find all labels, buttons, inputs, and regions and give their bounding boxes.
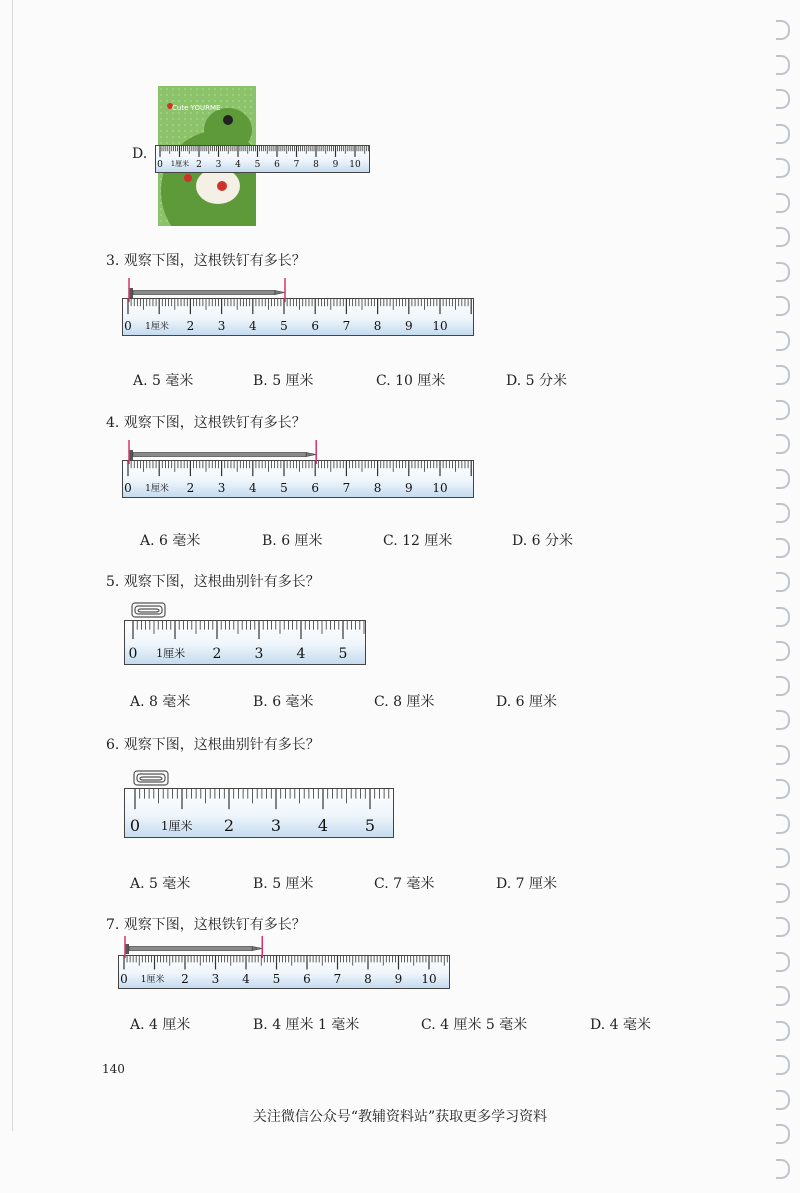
nail-part <box>252 947 262 951</box>
ruler-number: 10 <box>421 972 437 986</box>
paperclip-loop <box>134 771 168 785</box>
question-7-option-d[interactable]: D. 4 毫米 <box>590 1017 651 1033</box>
question-5-text: 5. 观察下图，这根曲别针有多长？ <box>106 574 320 590</box>
spiral-ring <box>776 607 790 627</box>
spiral-ring <box>776 193 790 213</box>
ruler-number: 2 <box>223 816 235 835</box>
ruler-number: 6 <box>303 972 311 986</box>
ruler-number: 7 <box>333 972 342 986</box>
question-3-option-b[interactable]: B. 5 厘米 <box>253 373 314 389</box>
spiral-ring <box>776 676 790 696</box>
ruler-number: 3 <box>211 972 220 986</box>
spiral-ring <box>776 779 790 799</box>
ruler-number: 8 <box>313 160 319 170</box>
ruler-number: 3 <box>254 646 264 662</box>
ruler-number: 0 <box>124 481 132 495</box>
spiral-ring <box>776 89 790 109</box>
ruler-number: 6 <box>274 160 280 170</box>
ruler-number: 3 <box>270 816 282 835</box>
ruler-number: 4 <box>248 319 257 333</box>
spiral-ring <box>776 400 790 420</box>
ruler-number: 3 <box>217 481 226 495</box>
spiral-ring <box>776 986 790 1006</box>
question-4-option-a[interactable]: A. 6 毫米 <box>140 533 201 549</box>
nail-part <box>133 453 306 457</box>
spiral-ring <box>776 538 790 558</box>
spiral-ring <box>776 848 790 868</box>
spiral-ring <box>776 503 790 523</box>
question-6-text: 6. 观察下图，这根曲别针有多长？ <box>106 737 320 753</box>
ruler-number: 9 <box>394 972 403 986</box>
ruler-number: 9 <box>332 160 339 170</box>
ruler-number: 9 <box>404 481 413 495</box>
question-4-option-c[interactable]: C. 12 厘米 <box>383 533 453 549</box>
page-left-edge <box>12 0 13 1131</box>
nail-part <box>306 453 316 457</box>
nail-part <box>133 291 275 295</box>
ruler-number: 8 <box>373 481 382 495</box>
ruler-unit-label: 1厘米 <box>145 322 169 332</box>
question-3-option-c[interactable]: C. 10 厘米 <box>376 373 446 389</box>
spiral-ring <box>776 572 790 592</box>
ruler-number: 6 <box>311 481 320 495</box>
spiral-ring <box>776 158 790 178</box>
spiral-ring <box>776 124 790 144</box>
ruler-number: 8 <box>373 319 382 333</box>
ruler-ticks <box>123 299 473 335</box>
ruler-number: 4 <box>296 646 306 662</box>
ruler-number: 2 <box>186 481 195 495</box>
spiral-ring <box>776 1124 790 1144</box>
notebook-logo: Cute YOURME <box>172 104 221 112</box>
spiral-ring <box>776 641 790 661</box>
question-7-option-c[interactable]: C. 4 厘米 5 毫米 <box>421 1017 528 1033</box>
paperclip-loop <box>138 609 159 612</box>
ruler-number: 3 <box>217 319 226 333</box>
ruler-number: 5 <box>338 646 348 662</box>
ruler-number: 4 <box>248 481 257 495</box>
spiral-ring <box>776 262 790 282</box>
spiral-ring <box>776 1021 790 1041</box>
ruler-number: 4 <box>317 816 329 835</box>
spiral-ring <box>776 469 790 489</box>
ruler-number: 10 <box>432 481 448 495</box>
question-5-option-a[interactable]: A. 8 毫米 <box>130 694 191 710</box>
spiral-ring <box>776 331 790 351</box>
question-6-option-b[interactable]: B. 5 厘米 <box>253 876 314 892</box>
spiral-ring <box>776 814 790 834</box>
paperclip-loop <box>135 606 162 614</box>
ruler-number: 3 <box>215 160 222 170</box>
question-7-option-a[interactable]: A. 4 厘米 <box>130 1017 191 1033</box>
question-4-option-d[interactable]: D. 6 分米 <box>512 533 573 549</box>
paperclip-loop <box>137 774 165 782</box>
ruler-question-7 <box>118 955 450 989</box>
spiral-ring <box>776 1055 790 1075</box>
spiral-ring <box>776 55 790 75</box>
spiral-ring <box>776 1159 790 1179</box>
question-6-option-d[interactable]: D. 7 厘米 <box>496 876 557 892</box>
ruler-number: 7 <box>342 481 351 495</box>
spiral-ring <box>776 710 790 730</box>
ruler-number: 8 <box>364 972 372 986</box>
ruler-number: 7 <box>293 160 300 170</box>
footer-note: 关注微信公众号“教辅资料站”获取更多学习资料 <box>252 1109 548 1125</box>
nail-part <box>275 291 285 295</box>
ruler-number: 0 <box>128 646 138 662</box>
ruler-unit-label: 1厘米 <box>170 160 190 168</box>
ruler-unit-label: 1厘米 <box>140 975 165 985</box>
ruler-number: 4 <box>235 160 241 170</box>
question-5-option-b[interactable]: B. 6 毫米 <box>253 694 314 710</box>
ruler-number: 0 <box>120 972 128 986</box>
ruler-number: 2 <box>186 319 195 333</box>
ruler-number: 5 <box>280 319 288 333</box>
ruler-number: 0 <box>157 160 163 170</box>
ruler-unit-label: 1厘米 <box>156 647 186 660</box>
ruler-number: 2 <box>196 160 202 170</box>
question-3-text: 3. 观察下图，这根铁钉有多长？ <box>106 253 306 269</box>
ruler-number: 5 <box>254 160 261 170</box>
paperclip-loop <box>140 777 162 780</box>
question-4-text: 4. 观察下图，这根铁钉有多长？ <box>106 415 306 431</box>
ruler-number: 7 <box>342 319 351 333</box>
spiral-ring <box>776 227 790 247</box>
q2-option-d-label: D. <box>132 146 148 162</box>
ruler-option-d <box>155 145 370 173</box>
ruler-number: 6 <box>311 319 320 333</box>
question-6-option-c[interactable]: C. 7 毫米 <box>374 876 435 892</box>
paperclip-loop <box>132 603 165 617</box>
ruler-question-3 <box>122 298 474 336</box>
paperclip-question-5 <box>120 600 180 622</box>
ruler-number: 5 <box>280 481 288 495</box>
nail-question-3 <box>120 276 320 302</box>
spiral-ring <box>776 745 790 765</box>
nail-question-7 <box>116 934 276 958</box>
question-3-option-d[interactable]: D. 5 分米 <box>506 373 567 389</box>
nail-question-4 <box>120 438 340 464</box>
ruler-unit-label: 1厘米 <box>145 484 169 494</box>
ruler-ticks <box>123 461 473 497</box>
ruler-number: 0 <box>124 319 132 333</box>
question-4-option-b[interactable]: B. 6 厘米 <box>262 533 323 549</box>
ruler-number: 5 <box>364 816 376 835</box>
question-7-text: 7. 观察下图，这根铁钉有多长？ <box>106 917 306 933</box>
ruler-number: 2 <box>181 972 189 986</box>
spiral-ring <box>776 434 790 454</box>
ruler-question-4 <box>122 460 474 498</box>
ruler-number: 2 <box>212 646 222 662</box>
spiral-ring <box>776 883 790 903</box>
ruler-number: 4 <box>242 972 250 986</box>
page-number: 140 <box>102 1062 125 1076</box>
question-6-option-a[interactable]: A. 5 毫米 <box>130 876 191 892</box>
ruler-number: 10 <box>349 160 361 170</box>
question-3-option-a[interactable]: A. 5 毫米 <box>133 373 194 389</box>
question-5-option-c[interactable]: C. 8 厘米 <box>374 694 435 710</box>
spiral-ring <box>776 20 790 40</box>
question-7-option-b[interactable]: B. 4 厘米 1 毫米 <box>253 1017 360 1033</box>
ruler-number: 5 <box>272 972 281 986</box>
paperclip-question-6 <box>120 768 180 790</box>
spiral-binding <box>776 20 792 1193</box>
ruler-unit-label: 1厘米 <box>160 819 193 833</box>
ruler-question-6 <box>124 788 394 838</box>
spiral-ring <box>776 365 790 385</box>
ruler-number: 10 <box>432 319 448 333</box>
ruler-question-5 <box>124 620 366 665</box>
spiral-ring <box>776 952 790 972</box>
nail-part <box>129 947 252 951</box>
ruler-number: 9 <box>404 319 413 333</box>
ruler-number: 0 <box>129 816 141 835</box>
spiral-ring <box>776 917 790 937</box>
spiral-ring <box>776 296 790 316</box>
question-5-option-d[interactable]: D. 6 厘米 <box>496 694 557 710</box>
